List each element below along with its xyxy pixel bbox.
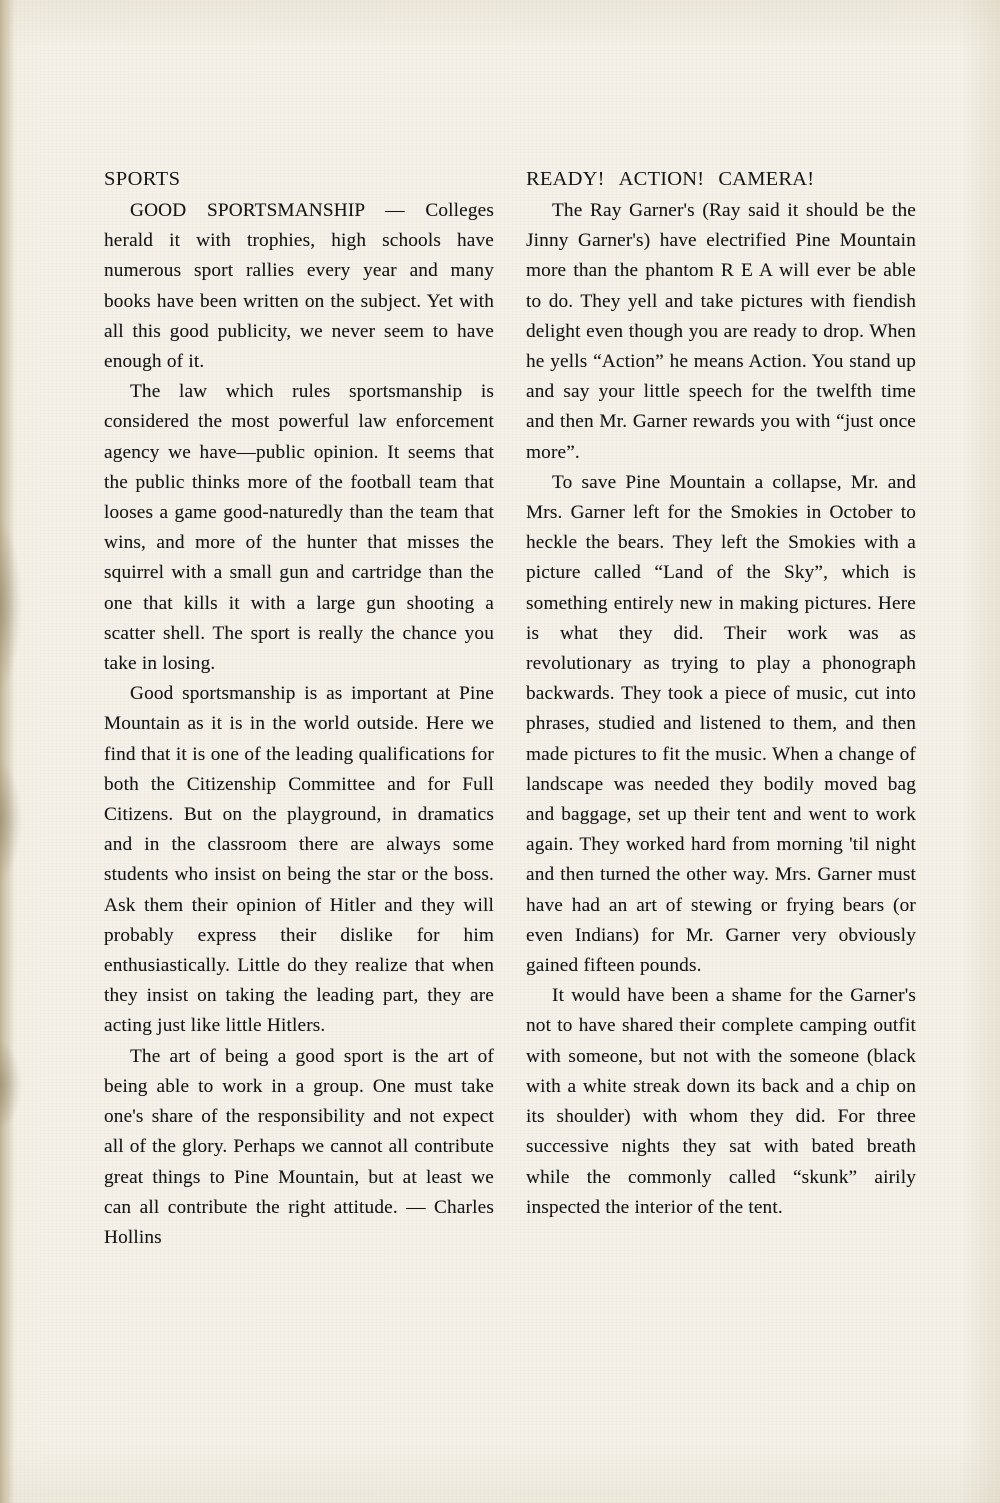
paragraph: GOOD SPORTSMANSHIP — Colleges herald it with trophies, high schools have numerous sport rallies every year and many books have been written on the subject. Yet with all this good publicity, we never seem to have enough of it. (104, 200, 494, 373)
scan-edge-shadow (0, 0, 14, 1503)
paragraph: Good sportsmanship is as important at Pine Mountain as it is in the world outside. Here we find that it is one of the leading qualifications for both the Citizenship Committee and for Full Citizens. But on the playground, in dramatics and in the classroom there are always some students who insist on being the star or the boss. Ask them their opinion of Hitler and they will probably express their dislike for him enthusiastically. Little do they realize that when they insist on taking the leading part, they are acting just like little Hitlers. (104, 683, 494, 1037)
paper-stain (0, 1040, 22, 1130)
paragraph: The art of being a good sport is the art of being able to work in a group. One must take one's share of the responsibility and not expect all of the glory. Perhaps we cannot all contribute great things to Pine Mountain, but at least we can all contribute the right attitude. — Charles Hollins (104, 1045, 494, 1248)
article-columns (104, 168, 916, 1253)
paragraph: The Ray Garner's (Ray said it should be the Jinny Garner's) have electrified Pine Mountain more than the phantom R E A will ever be able to do. They yell and take pictures with fiendish delight even though you are ready to drop. When he yells “Action” he means Action. You stand up and say your little speech for the twelfth time and then Mr. Garner rewards you with “just once more”. (526, 200, 916, 463)
paper-stain (0, 520, 22, 690)
paragraph: The law which rules sportsmanship is considered the most powerful law enforcement agency we have—public opinion. It seems that the public thinks more of the football team that looses a game good-naturedly than the team that wins, and more of the hunter that misses the squirrel with a small gun and cartridge than the one that kills it with a large gun shooting a scatter shell. The sport is really the chance you take in losing. (104, 381, 494, 675)
paper-stain (0, 760, 22, 880)
heading-word-ready: READY! (526, 168, 605, 190)
column-left (104, 168, 494, 1253)
column-right (526, 168, 916, 1253)
left-column-heading: SPORTS (104, 168, 181, 190)
paragraph: To save Pine Mountain a collapse, Mr. and Mrs. Garner left for the Smokies in October to heckle the bears. They left the Smokies with a picture called “Land of the Sky”, which is something entirely new in making pictures. Here is what they did. Their work was as revolutionary as trying to play a phonograph backwards. They took a piece of music, cut into phrases, studied and listened to them, and then made pictures to fit the music. When a change of landscape was needed they bodily moved bag and baggage, set up their tent and went to work again. They worked hard from morning 'til night and then turned the other way. Mrs. Garner must have had an art of stewing or frying bears (or even Indians) for Mr. Garner very obviously gained fifteen pounds. (526, 471, 916, 977)
heading-word-action: ACTION! (618, 168, 705, 190)
right-column-heading (526, 168, 916, 191)
heading-word-camera: CAMERA! (718, 168, 815, 190)
paragraph: It would have been a shame for the Garner's not to have shared their complete camping outfit with someone, but not with the someone (black with a white streak down its back and a chip on its shoulder) with whom they did. For three successive nights they sat with bated breath while the commonly called “skunk” airily inspected the interior of the tent. (526, 985, 916, 1218)
